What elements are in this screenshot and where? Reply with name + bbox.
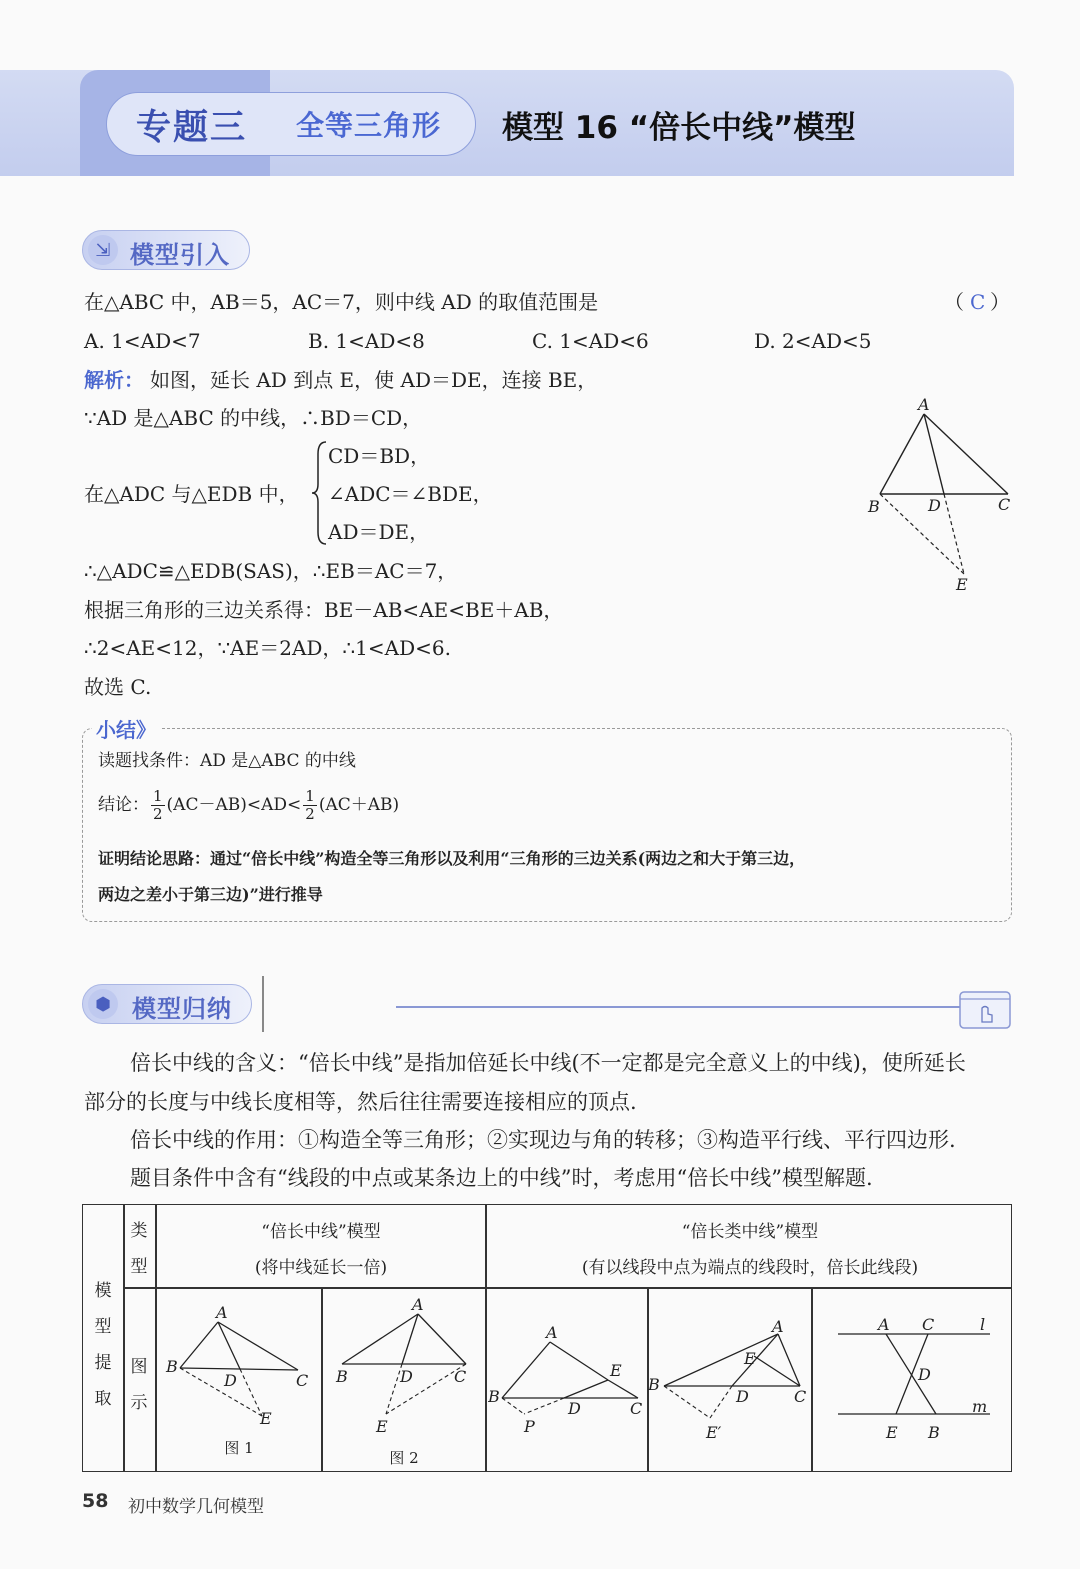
table-vline-4 (321, 1287, 323, 1471)
fig5-label-e: E (886, 1423, 898, 1442)
section-divider (262, 976, 264, 1032)
induction-para-1b: 部分的长度与中线长度相等，然后往往需要连接相应的顶点. (84, 1090, 637, 1114)
fraction-half-1 (151, 788, 165, 823)
fraction-half-2 (303, 788, 317, 823)
col1-title: “倍长中线”模型 (261, 1222, 381, 1242)
fig4-label-b: B (648, 1375, 660, 1394)
fig2-label-b: B (336, 1367, 348, 1386)
fig-main-label-e: E (956, 575, 968, 594)
fraction-denominator-2: 2 (305, 805, 315, 823)
fig4-label-a: A (772, 1317, 784, 1336)
answer-paren-close: ） (990, 290, 1010, 314)
fig5-label-d: D (918, 1365, 931, 1384)
fig3-label-p: P (524, 1417, 535, 1436)
section-rule (396, 1006, 960, 1008)
summary-line-2 (98, 788, 399, 823)
summary-conclusion-prefix: 结论： (98, 795, 149, 815)
fig3-label-a: A (546, 1323, 558, 1342)
topic-subtitle: 全等三角形 (296, 109, 442, 142)
fig3-label-b: B (488, 1387, 500, 1406)
model-title: 模型 16 “倍长中线”模型 (502, 110, 856, 146)
fig4-label-c: C (794, 1387, 807, 1406)
fig5-label-c: C (922, 1315, 935, 1334)
table-fig-2 (326, 1292, 486, 1442)
option-b: B. 1<AD<8 (308, 329, 425, 353)
fraction-denominator-1: 2 (153, 805, 163, 823)
type-head-char-2: 型 (130, 1257, 148, 1277)
solution-line-4: 根据三角形的三边关系得：BE－AB<AE<BE＋AB， (84, 598, 564, 622)
click-icon (958, 990, 1012, 1030)
fig1-label-a: A (216, 1303, 228, 1322)
summary-line-1: 读题找条件：AD 是△ABC 的中线 (98, 751, 356, 771)
answer-choice: C (970, 290, 986, 314)
brace-line-3: AD＝DE， (328, 520, 430, 544)
solution-line-2: ∵AD 是△ABC 的中线，∴BD＝CD， (84, 406, 423, 430)
question-stem: 在△ABC 中，AB＝5，AC＝7，则中线 AD 的取值范围是 (84, 290, 599, 314)
fig1-label-c: C (296, 1371, 309, 1390)
table-fig-4 (648, 1314, 812, 1444)
table-vline-1 (123, 1205, 125, 1471)
topic-title: 专题三 (136, 108, 248, 148)
row-head-char-2: 型 (94, 1317, 112, 1337)
cube-icon: ⬢ (88, 989, 118, 1019)
solution-label: 解析： (84, 368, 144, 392)
fig3-label-e: E (610, 1361, 622, 1380)
solution-line-5: ∴2<AE<12，∵AE＝2AD，∴1<AD<6. (84, 636, 451, 660)
summary-ineq-right: (AC＋AB) (318, 795, 400, 815)
induction-para-1a: 倍长中线的含义：“倍长中线”是指加倍延长中线(不一定都是完全意义上的中线)，使所延长 (130, 1051, 966, 1075)
fig4-label-d: D (736, 1387, 749, 1406)
table-hline-1 (123, 1287, 1011, 1289)
section-intro-label: 模型引入 (130, 241, 230, 269)
col2-subtitle: (有以线段中点为端点的线段时，倍长此线段) (581, 1258, 919, 1278)
induction-para-3: 题目条件中含有“线段的中点或某条边上的中线”时，考虑用“倍长中线”模型解题. (130, 1166, 873, 1190)
row-head-char-4: 取 (94, 1389, 112, 1409)
col2-title: “倍长类中线”模型 (681, 1222, 819, 1242)
type-header (129, 1213, 149, 1285)
fig1-label-b: B (166, 1357, 178, 1376)
fig5-label-l: l (980, 1315, 986, 1334)
fig2-label-e: E (376, 1417, 388, 1436)
document-arrow-icon: ⇲ (88, 235, 118, 265)
option-d: D. 2<AD<5 (754, 329, 872, 353)
fig5-label-b: B (928, 1423, 940, 1442)
table-vline-2 (155, 1205, 157, 1471)
summary-line-3: 证明结论思路：通过“倍长中线”构造全等三角形以及利用“三角形的三边关系(两边之和大于第三边， (98, 849, 806, 868)
answer-paren-open: （ (944, 290, 964, 314)
fig-main-label-c: C (998, 495, 1011, 514)
induction-para-2: 倍长中线的作用：①构造全等三角形；②实现边与角的转移；③构造平行线、平行四边形. (130, 1128, 956, 1152)
summary-label: 小结》 (92, 714, 160, 743)
fraction-numerator-2: 1 (305, 787, 315, 805)
fraction-numerator-1: 1 (153, 787, 163, 805)
option-c: C. 1<AD<6 (532, 329, 649, 353)
fig-head-char-2: 示 (130, 1393, 148, 1413)
solution-line-1: 如图，延长 AD 到点 E，使 AD＝DE，连接 BE， (150, 368, 598, 392)
row-header (93, 1273, 113, 1417)
figure-main (860, 392, 1020, 602)
brace-line-2: ∠ADC＝∠BDE， (328, 482, 493, 506)
table-fig-3 (488, 1318, 648, 1448)
col1-subtitle: (将中线延长一倍) (254, 1258, 388, 1278)
fig-main-label-b: B (868, 497, 880, 516)
fig5-label-m: m (972, 1397, 988, 1416)
fig4-label-e: E (744, 1349, 756, 1368)
section-induction-label: 模型归纳 (132, 995, 232, 1023)
fig-main-label-a: A (918, 395, 930, 414)
page-number: 58 (82, 1490, 109, 1512)
fig1-label-e: E (260, 1409, 272, 1428)
summary-line-4: 两边之差小于第三边)”进行推导 (98, 885, 323, 904)
brace-prefix: 在△ADC 与△EDB 中， (84, 482, 299, 506)
fig4-label-eprime: E′ (706, 1423, 722, 1442)
option-a: A. 1<AD<7 (84, 329, 201, 353)
table-fig-5 (830, 1310, 998, 1446)
fig-main-label-d: D (928, 496, 941, 515)
book-title: 初中数学几何模型 (128, 1497, 264, 1517)
fig2-label-a: A (412, 1295, 424, 1314)
summary-ineq-left: (AC－AB)<AD< (166, 795, 302, 815)
type-head-char-1: 类 (130, 1221, 148, 1241)
brace-line-1: CD＝BD， (328, 444, 431, 468)
fig2-label-d: D (400, 1367, 413, 1386)
fig1-caption: 图 1 (224, 1439, 254, 1457)
fig2-label-c: C (454, 1367, 467, 1386)
fig3-label-d: D (568, 1399, 581, 1418)
fig-head-char-1: 图 (130, 1357, 148, 1377)
fig1-label-d: D (224, 1371, 237, 1390)
fig5-label-a: A (878, 1315, 890, 1334)
table-fig-1 (158, 1298, 318, 1438)
fig3-label-c: C (630, 1399, 643, 1418)
row-head-char-1: 模 (94, 1281, 112, 1301)
brace (310, 440, 328, 546)
solution-line-6: 故选 C. (84, 675, 152, 699)
row-head-char-3: 提 (94, 1353, 112, 1373)
solution-line-3: ∴△ADC≌△EDB(SAS)，∴EB＝AC＝7， (84, 559, 458, 583)
figure-header (129, 1349, 149, 1421)
fig2-caption: 图 2 (389, 1449, 419, 1467)
